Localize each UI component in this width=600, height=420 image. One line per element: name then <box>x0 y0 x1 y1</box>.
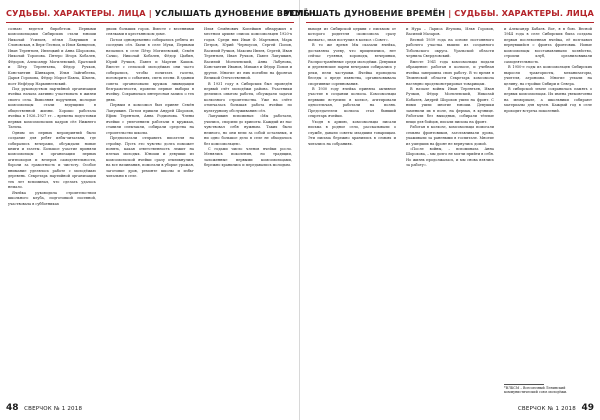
paragraph: В 1950-е годы из комсомольцев Сибирских выросли трактористы, механизаторы, учителя, агрономы. Многие уехали на целину, на стройки Сибири и Севера. <box>504 65 592 86</box>
paragraph: Потом одновременно собирались ребята из соседних сёл. Были в селе Мухи, Первыми начались в селе Пётр Могилевский, Семён Сачко, Николай Кобалев, Фёдор Цыбин, Юрий Ручков, Павел и Мартин Кашок. Вместе с сельской молодёжью они часто собирались, чтобы почитать газеты, поговорить о событиях, спеть песни. В здании совета организовали кружок ликвидации безграмотности, провели первые выборы в ячейку. Сохранилась интересная запись о тех днях. <box>106 37 194 102</box>
left-running-header <box>6 8 316 20</box>
right-header-title: УСЛЫШАТЬ ДУНОВЕНИЕ ВРЕМЁН <box>284 8 446 18</box>
paragraph: Уходя в армию, комсомольцы писали письма в родное село, рассказывали о службе, давали советы младшим товарищам. Эти письма бережно хранились в семьях и читались на собраниях. <box>308 119 396 146</box>
paragraph: Одним из первых мероприятий было создание для ребят избы-читальни, где собирались вечерами, обсуждали новые книги и газеты. Большое участие приняли комсомольцы в организации первых агитпоходов и вечеров самодеятельности, бороли за грамотность и чистоту. Особое внимание уделялось работе с молодёжью деревень. Секретарь партийной организации тех лет вспоминал, что сделать удалось немало. <box>8 130 96 190</box>
right-page <box>284 0 600 420</box>
right-column-1 <box>308 27 396 393</box>
paragraph: и Александр Бабаев. Вот, я в бою. Весной 1944 года в селе Сибирских была создана первая послевоенная ячейка, её возглавил вернувшийся с фронта фронтовик. Новые комсомольцы восстанавливали хозяйство, строили клуб, организовывали самодеятельность. <box>504 27 592 64</box>
left-column-2 <box>106 27 194 393</box>
paragraph: Вместе 1941 года комсомольцы подали обращение: работая в колхозе, и учебная ячейка завершила свою работу. В то время в Тюменской области Секретарь комсомола наглядно продемонстрировал товарищам. <box>406 59 494 86</box>
left-header-rule <box>6 22 294 23</box>
paragraph: Илья Семёнович Копейкин обнаружил в местном архиве список комсомольцев 1920-х годов. Среди них Иван Ф. Мартынов, Марк Петров, Юрий Черноусов, Сергей Попов, Василий Ручков, Максим Ивлев, Сергей, Иван Терентьев, Иван Ручков, Павел Лапушкин, Василий Могилевский, Анна Лабунова, Константин Иванов, Михаил и Фёдор Попов и другие. Многие из них погибли на фронтах Великой Отечественной. <box>204 27 292 81</box>
right-folio <box>515 403 594 413</box>
paragraph: двоих больших горох. Вместе с весенними сеялками в крестьянском доме. <box>106 27 194 37</box>
footnote: *ВЛКСМ – Всесоюзный Ленинский коммунистический союз молодёжи. <box>504 386 568 395</box>
paragraph: Предполагали отправить писателя на стройку. Пусть это чувство долга поможет понять, какая ответственность лежит на плечах молодых. Юноши и девушки из комсомольской ячейки сразу откликнулись на все начинания, помогали в уборке урожая, заготовке дров, ремонте школы и избы-читальни в селе. <box>106 136 194 179</box>
left-page-number: 48 <box>6 403 19 413</box>
paragraph: В 1931 году в Сибирских был проведён первый слёт молодёжи района. Участники делились опытом работы, обсуждали задачи колхозного строительства. Уже на слёте отмечалась большая работа ячейки по культурному обслуживанию сёл. <box>204 81 292 113</box>
right-header-separator: | <box>448 8 452 18</box>
paragraph: В 1930 году ячейка приняла активное участие в создании колхоза. Комсомольцы первыми вступили в колхоз, агитировали односельчан, работали на полях. Председателем колхоза стал бывший секретарь ячейки. <box>308 86 396 119</box>
paragraph: В сибирской земле сохранилась память о первых комсомольцах. Их имена увековечены на мемориале, а школьники собирают материалы для музея. Каждый год в селе проходит встреча поколений. <box>504 86 592 113</box>
left-header-section: СУДЬБЫ. ХАРАКТЕРЫ. ЛИЦА <box>6 8 146 18</box>
right-magazine-name: СВЕРЧОК № 1 2018 <box>517 406 576 412</box>
paragraph: «После войны, – вспоминала Анна Шорохова, – мы долго не могли прийти в себя. Но жизнь продолжалась, и мы снова взялись за работу». <box>406 146 494 168</box>
paragraph: Первым в комсомол был принят Семён Лапушкин. Потом пришли Андрей Шорохов, Ефим Терентьев, Анна Родионова. Члены ячейки с увлечением работали в кружках, ставили спектакли, собирали средства на строительство школы. <box>106 103 194 135</box>
left-column-1 <box>8 27 96 393</box>
paragraph: выходя из Сибирской церкви с письмом от которого родителя «комсомола сразу вызвать», зная поступил в колхоз «Совет». <box>308 27 396 42</box>
paragraph: Работая в колхозе, комсомольцы помогали семьям фронтовиков, заготавливали дрова, ухаживали за ранеными в госпитале. Многие из ушедших на фронт не вернулись домой. <box>406 125 494 146</box>
paragraph: В начале войны Иван Терентьев, Иван Ручков, Фёдор Могилевский, Николай Кобалев, Андрей Шорохов ушли на фронт. С ними ушли многие юноши. Девушки заменили их в поле, на фермах, в кузнице. Работали без выходных, собирали тёплые вещи для бойцов, писали письма на фронт. <box>406 86 494 124</box>
left-magazine-name: СВЕРЧОК № 1 2018 <box>24 406 83 412</box>
paragraph: Весной 1939 года на основе постоянного рабочего участка вышли из созданного Тобольского округа. Уральской области чернила Свердловский. <box>406 37 494 59</box>
right-column-3 <box>504 27 592 379</box>
right-header-section: СУДЬБЫ. ХАРАКТЕРЫ. ЛИЦА <box>454 8 594 18</box>
paragraph: и Нура – Лариса Ягупова, Илья Горохов, Василий Мазаров. <box>406 27 494 37</box>
paragraph: Под руководством партийной организации ячейка начала активно участвовать в жизни своего села. Выполняя поручения, молодые комсомольцы стали ведущими в общественной жизни. Хорошо работала ячейка в 1926–1927 гг. – времена подготовки первых комсомольских кадров сёл Нижнего Тагила. <box>8 86 96 130</box>
right-column-2 <box>406 27 494 393</box>
right-header-rule <box>306 22 594 23</box>
paragraph: В то же время Мы сказали ячейка, доставляла учеву, что прицепились, нет сейчас гулянья, хороводы, вечеринки, Распространённые среди молодёжи. Девушки и деревенские парни вечерами собирались у реки, пели частушки. Ячейка проводила беседы о вреде пьянства, организовывала спортивные соревнования. <box>308 43 396 86</box>
paragraph: С годами число членов ячейки росло. Менялись поколения, но традиции, заложенные первыми комсомольцами, бережно хранились и передавались молодым. <box>204 146 292 168</box>
left-column-3 <box>204 27 292 393</box>
paragraph: Лапушкин вспоминал: «Мы работали, учились, спорили до хрипоты. Каждый из нас чувствовал себя нужным. Таких было немного, но они вели за собой остальных, и ни одно большое дело в селе не обходилось без комсомольцев». <box>204 114 292 146</box>
footnote-rule <box>504 384 544 385</box>
right-page-number: 49 <box>581 403 594 413</box>
left-folio <box>6 403 85 413</box>
left-header-separator: | <box>148 8 152 18</box>
paragraph: сознаю ведется биробетом. Первыми комсомольцами Сибирских стали юноши Николай Усильев, лёлья Лавушкин и Слоновская, в Верх-Лесном, и Илья Кинцепов, Иван Терентьев, Ивлецкий и Анна Шорохова, Николай Торопова. Пятеро Игорь Кобалев, Фёдоров, Александр Могилевский, Братский и Пётр Терентьева, Фёдор Ручков, Константин Шинкарев, Илья Зайгибеева, Дарья Горохова, Фёдор Мороз-Павла, Шмель, поэт Нефёдор Нарыпнеевский. <box>8 27 96 86</box>
right-running-header <box>284 8 594 20</box>
left-header-title: УСЛЫШАТЬ ДУНОВЕНИЕ ВРЕМЁН <box>154 8 316 18</box>
paragraph: Ячейка руководила строительством школьного клуба, подготовкой посевной, участвовала в субботниках <box>8 190 96 206</box>
